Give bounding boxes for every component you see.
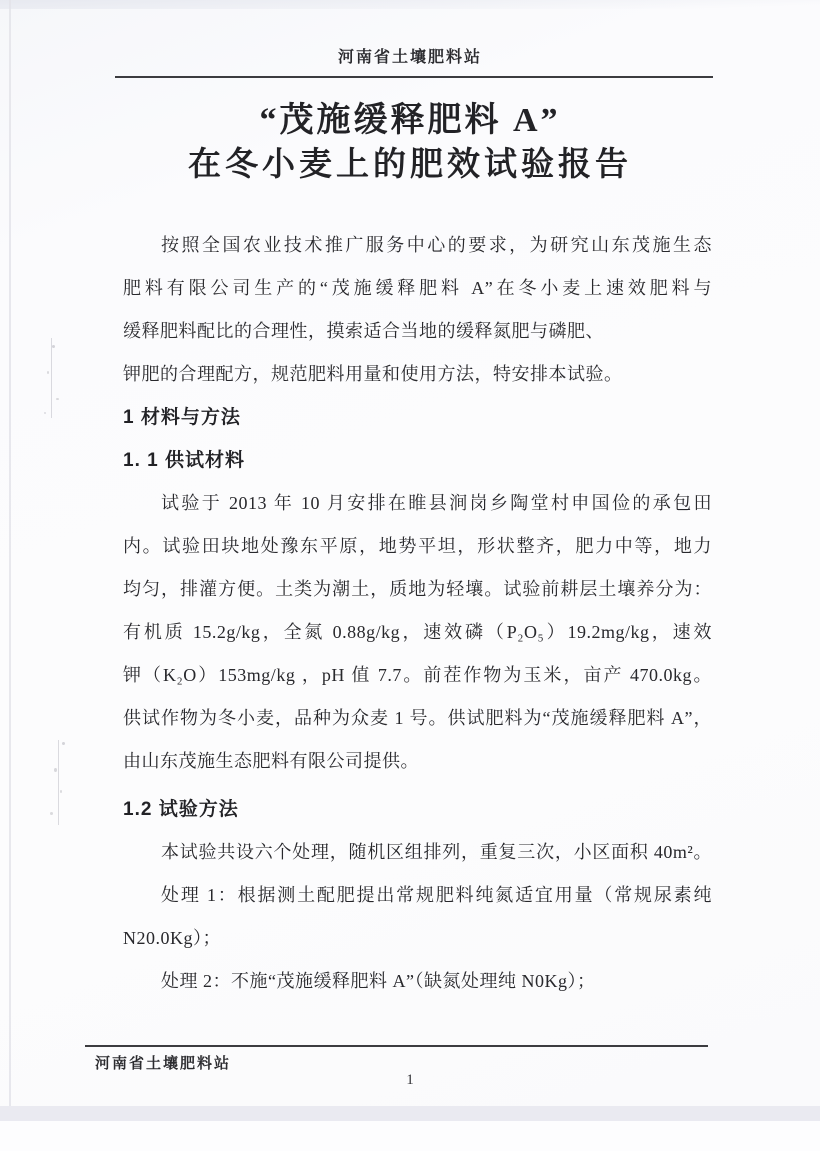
header-rule xyxy=(115,76,713,78)
scan-speckle xyxy=(60,790,62,793)
body-line: 均匀，排灌方便。土类为潮土，质地为轻壤。试验前耕层土壤养分为： xyxy=(123,579,712,599)
scan-speckle xyxy=(62,742,65,745)
header-org-text: 河南省土壤肥料站 xyxy=(337,49,482,66)
body-line: 有机质 15.2g/kg，全氮 0.88g/kg，速效磷（P₂O₅）19.2mg/kg，速效 xyxy=(123,622,712,642)
scan-speckle xyxy=(52,345,55,348)
body-line: 缓释肥料配比的合理性，摸索适合当地的缓释氮肥与磷肥、 xyxy=(123,321,604,341)
section-heading-test-materials: 1. 1 供试材料 xyxy=(123,450,245,471)
scan-streak xyxy=(51,338,52,418)
section-heading-test-method: 1.2 试验方法 xyxy=(123,799,239,820)
body-line: 供试作物为冬小麦，品种为众麦 1 号。供试肥料为“茂施缓释肥料 A”， xyxy=(123,708,712,728)
section-heading-materials-methods: 1 材料与方法 xyxy=(123,407,241,428)
page-number: 1 xyxy=(406,1072,414,1088)
footer-rule xyxy=(85,1045,708,1047)
scan-speckle xyxy=(47,371,49,374)
scan-edge-bottom xyxy=(0,1106,820,1121)
body-line: N20.0Kg）； xyxy=(123,928,221,948)
scan-speckle xyxy=(50,812,53,815)
document-title-line2: 在冬小麦上的肥效试验报告 xyxy=(188,147,632,183)
body-line: 试验于 2013 年 10 月安排在睢县涧岗乡陶堂村申国俭的承包田 xyxy=(161,493,712,513)
scan-speckle xyxy=(56,398,59,400)
footer-org-text: 河南省土壤肥料站 xyxy=(95,1055,232,1072)
scan-edge-bottom-white xyxy=(0,1121,820,1151)
scan-edge-top xyxy=(0,0,820,9)
body-line: 钾（K₂O）153mg/kg ，pH 值 7.7。前茬作物为玉米，亩产 470.0kg。 xyxy=(123,665,712,685)
scan-streak xyxy=(58,740,59,825)
document-title-line1: “茂施缓释肥料 A” xyxy=(259,102,561,139)
body-line: 本试验共设六个处理，随机区组排列，重复三次，小区面积 40m²。 xyxy=(161,842,712,862)
scan-speckle xyxy=(54,768,57,772)
scan-speckle xyxy=(44,412,46,414)
body-line: 由山东茂施生态肥料有限公司提供。 xyxy=(123,751,419,771)
body-line: 处理 2：不施“茂施缓释肥料 A”（缺氮处理纯 N0Kg）； xyxy=(161,971,596,991)
body-line: 内。试验田块地处豫东平原，地势平坦，形状整齐，肥力中等，地力 xyxy=(123,536,712,556)
document-body xyxy=(123,224,712,1003)
body-line: 肥料有限公司生产的“茂施缓释肥料 A”在冬小麦上速效肥料与 xyxy=(123,278,712,298)
body-line: 钾肥的合理配方，规范肥料用量和使用方法，特安排本试验。 xyxy=(123,364,623,384)
body-line: 按照全国农业技术推广服务中心的要求，为研究山东茂施生态 xyxy=(161,235,712,255)
body-line: 处理 1：根据测土配肥提出常规肥料纯氮适宜用量（常规尿素纯 xyxy=(161,885,712,905)
